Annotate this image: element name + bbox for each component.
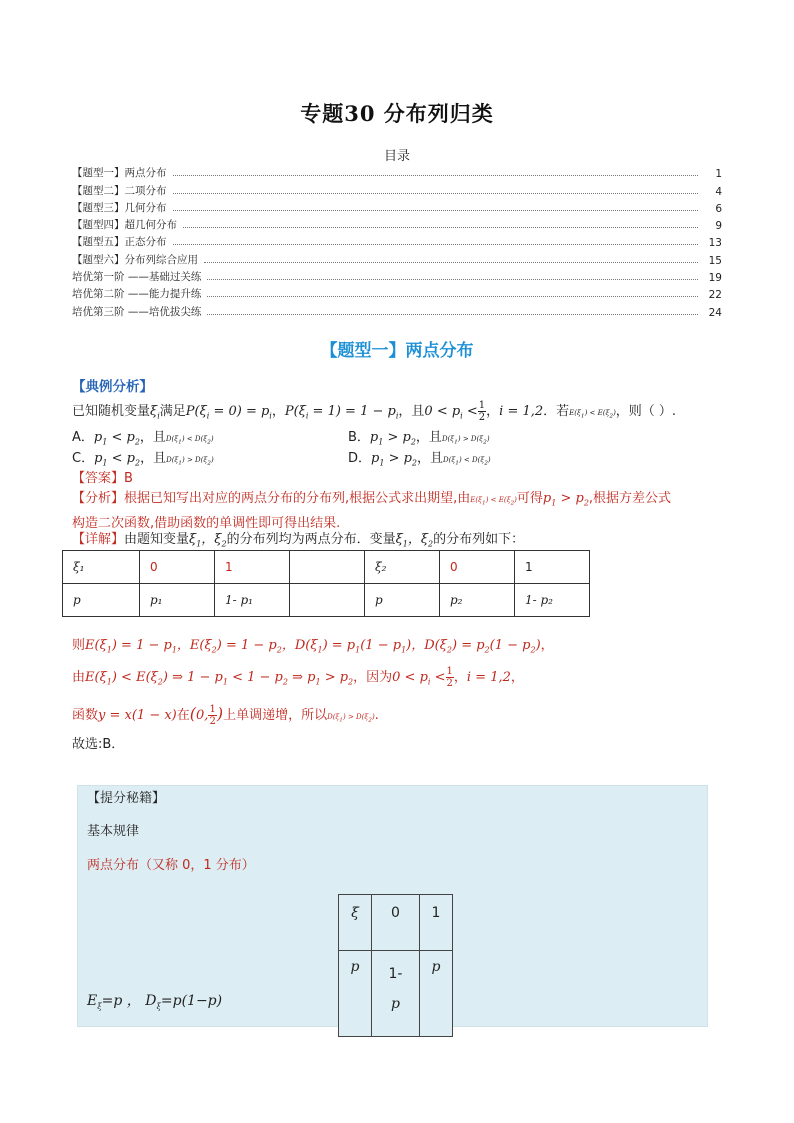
- tip-subheading: 基本规律: [87, 824, 140, 839]
- toc-item[interactable]: 培优第三阶 ——培优拔尖练 24: [72, 305, 722, 319]
- toc-item[interactable]: 【题型四】超几何分布 9: [72, 219, 722, 233]
- example-heading: 【典例分析】: [72, 379, 153, 395]
- two-point-table: ξ 0 1 p 1- p p: [338, 894, 453, 1037]
- tip-heading: 【提分秘籍】: [87, 791, 166, 806]
- inference-line: 由$E(\xi_1) < E(\xi_2)$ ⇒ $1 - p_1 < 1 - p_2$ ⇒ $p_1 > p_2$，因为$0 < p_i$ < $\frac{1}{2}$ ，i = 1,2，: [72, 666, 524, 689]
- toc-item[interactable]: 培优第一阶 ——基础过关练 19: [72, 271, 722, 285]
- toc-item[interactable]: 【题型二】二项分布 4: [72, 184, 722, 198]
- answer: 【答案】B: [72, 471, 133, 486]
- question-text: 已知随机变量$\xi_i$满足$P(\xi_i = 0) = p_i$，$P(\xi_i = 1) = 1 - p_i$，且$0 < p_i$ < $\frac{1}{2}$ ，i = 1,2．若$E(\xi_1) < E(\xi_2)$，则（ ）.: [72, 400, 677, 423]
- monotonic-line: 函数y = x(1 − x)在(0, $\frac{1}{2}$ )上单调递增，所以$D(\xi_1) > D(\xi_2)$.: [72, 704, 379, 727]
- tip-red-line: 两点分布（又称 0，1 分布）: [87, 858, 255, 873]
- tip-formula: $E_\xi=p$ ， $D_\xi=p(1-p)$: [87, 993, 223, 1011]
- expectation-line: 则$E(\xi_1) = 1 - p_1$，$E(\xi_2) = 1 - p_2$，$D(\xi_1) = p_1(1 - p_1)$，$D(\xi_2) = p_2(1 - p_2)$，: [72, 638, 554, 655]
- option-a[interactable]: A．$p_1 < p_2$，且$D(\xi_1) < D(\xi_2)$: [72, 430, 214, 447]
- toc-item[interactable]: 【题型六】分布列综合应用 15: [72, 253, 722, 267]
- toc-item[interactable]: 【题型五】正态分布 13: [72, 236, 722, 250]
- choose-line: 故选:B．: [72, 737, 125, 752]
- table-of-contents: [72, 163, 722, 319]
- toc-heading: 目录: [383, 149, 410, 164]
- toc-item[interactable]: 【题型一】两点分布 1: [72, 167, 722, 181]
- section-title: 【题型一】两点分布: [320, 341, 474, 361]
- toc-item[interactable]: 培优第二阶 ——能力提升练 22: [72, 288, 722, 302]
- distribution-table: ξ₁ 0 1 ξ₂ 0 1 p p₁ 1- p₁ p p₂ 1- p₂: [62, 550, 590, 617]
- analysis: 【分析】根据已知写出对应的两点分布的分布列,根据公式求出期望,由$E(\xi_1) < E(\xi_2)$可得$p_1 > p_2$,根据方差公式 构造二次函数,借助函数的单调性即可得出结果.: [72, 491, 672, 531]
- option-b[interactable]: B．$p_1 > p_2$，且$D(\xi_1) > D(\xi_2)$: [348, 430, 490, 447]
- option-c[interactable]: C．$p_1 < p_2$，且$D(\xi_1) > D(\xi_2)$: [72, 451, 214, 468]
- page-title: 专题30 分布列归类: [300, 101, 494, 126]
- detail: 【详解】由题知变量$\xi_1$，$\xi_2$的分布列均为两点分布．变量$\xi_1$，$\xi_2$的分布列如下：: [72, 532, 525, 549]
- toc-item[interactable]: 【题型三】几何分布 6: [72, 201, 722, 215]
- option-d[interactable]: D．$p_1 > p_2$，且$D(\xi_1) < D(\xi_2)$: [348, 451, 491, 468]
